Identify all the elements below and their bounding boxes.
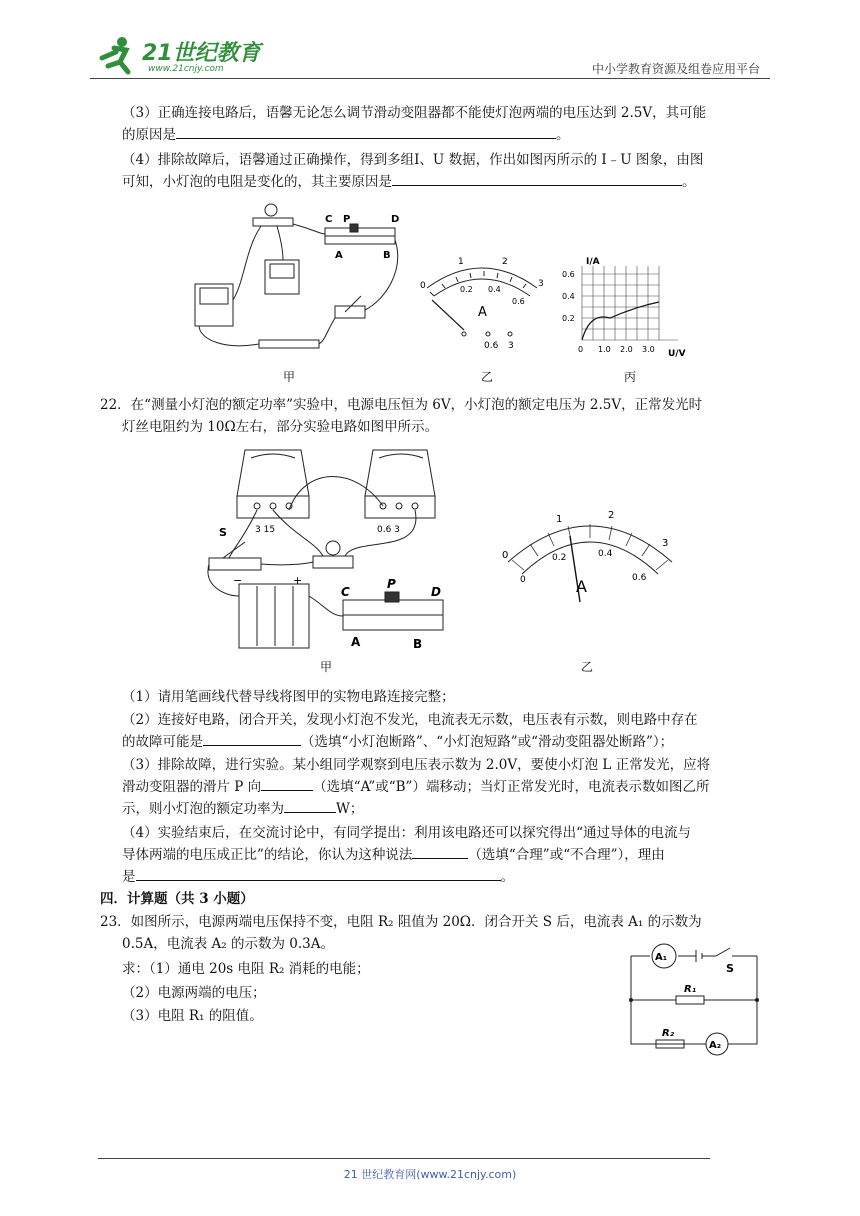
graph-xtick: 2.0	[620, 345, 633, 354]
q22-p2-line2	[122, 731, 673, 753]
meter-needle	[432, 300, 464, 330]
q21-caption-jia: 甲	[283, 370, 296, 384]
q22-p2-label: 的故障可能是	[122, 734, 203, 750]
meter-mark: 0.2	[552, 553, 567, 563]
q22-p4-line2	[122, 844, 665, 866]
meter-mark: 3	[538, 279, 544, 289]
meter-mark: 0.2	[460, 285, 473, 294]
resistor-r2-label: R₂	[662, 1028, 675, 1039]
voltmeter-terminals: 3 15	[255, 525, 276, 535]
meter-mark: 0.4	[488, 285, 501, 294]
q22-figure-jia	[205, 446, 460, 656]
period: 。	[682, 174, 696, 190]
slider-letter-d: D	[431, 585, 441, 599]
q21-figure-bing	[560, 252, 700, 360]
battery-minus: −	[233, 574, 243, 587]
q21-p3-label: 的原因是	[122, 127, 176, 143]
q23-ask2: （2）电源两端的电压；	[122, 985, 266, 1001]
q22-p3-label2: 示，则小灯泡的额定功率为	[122, 801, 284, 817]
meter-mark: 0.4	[598, 549, 613, 559]
q22-p2-line1: （2）连接好电路，闭合开关，发现小灯泡不发光，电流表无示数，电压表有示数，则电路中存在	[122, 712, 698, 728]
slider-letter-p: P	[343, 214, 351, 225]
graph-xtick: 0	[578, 345, 584, 354]
meter-mark: 2	[608, 510, 615, 521]
terminal-label: 0.6	[484, 341, 499, 351]
q22-p4-line1: （4）实验结束后，在交流讨论中，有同学提出：利用该电路还可以探究得出“通过导体的电流与	[122, 825, 691, 841]
q21-p4-label: 可知，小灯泡的电阻是变化的，其主要原因是	[122, 174, 392, 190]
q23-circuit-diagram	[626, 940, 766, 1060]
meter-unit: A	[576, 577, 587, 596]
footer-text: 21 世纪教育网(www.21cnjy.com)	[343, 1168, 517, 1181]
meter-mark: 0	[420, 281, 426, 291]
period: 。	[500, 869, 514, 885]
q22-p3-unit: W；	[336, 801, 364, 817]
battery-plus: +	[293, 574, 303, 587]
meter-mark: 0	[502, 550, 509, 561]
graph-ytick: 0.2	[562, 314, 575, 323]
q22-p3-line1: （3）排除故障，进行实验。某小组同学观察到电压表示数为 2.0V，要使小灯泡 L 正常发光，应将	[122, 757, 711, 773]
meter-mark: 1	[556, 514, 563, 525]
answer-blank[interactable]	[176, 124, 556, 139]
q22-p4-label2: 是	[122, 869, 136, 885]
meter-mark: 1	[458, 257, 464, 267]
logo-url: www.21cnjy.com	[148, 64, 224, 74]
graph-xtick: 3.0	[642, 345, 655, 354]
q22-p4-hint: （选填“合理”或“不合理”），理由	[468, 847, 665, 863]
q22-p4-label: 导体两端的电压成正比”的结论，你认为这种说法	[122, 847, 413, 863]
q22-p4-line3	[122, 866, 514, 888]
platform-name: 中小学教育资源及组卷应用平台	[591, 62, 760, 76]
q22-p3-label: 滑动变阻器的滑片 P 向	[122, 779, 262, 795]
logo-text: 21世纪教育	[142, 41, 261, 66]
graph-xlabel: U/V	[668, 349, 686, 359]
answer-blank[interactable]	[284, 798, 336, 813]
meter-mark: 2	[502, 257, 508, 267]
slider-letter-a: A	[335, 250, 343, 261]
q22-p2-hint: （选填“小灯泡断路”、“小灯泡短路”或“滑动变阻器处断路”）；	[301, 734, 674, 750]
slider-letter-p: P	[387, 577, 396, 591]
slider-letter-a: A	[351, 635, 361, 649]
switch-label: S	[726, 962, 734, 975]
meter-mark: 0.6	[632, 573, 647, 583]
answer-blank[interactable]	[203, 731, 301, 746]
q22-stem-line2: 灯丝电阻约为 10Ω左右，部分实验电路如图甲所示。	[122, 419, 439, 435]
meter-unit: A	[478, 305, 487, 320]
q21-p3-line2	[122, 124, 570, 146]
q21-figure-jia	[185, 200, 415, 360]
resistor-r1-label: R₁	[684, 984, 697, 995]
answer-blank[interactable]	[392, 171, 682, 186]
slider-letter-d: D	[391, 214, 400, 225]
q22-figure-yi	[500, 500, 685, 615]
header	[90, 30, 770, 80]
terminal-label: 3	[508, 341, 514, 351]
q22-stem-line1: 22．在“测量小灯泡的额定功率”实验中，电源电压恒为 6V，小灯泡的额定电压为 2.5V，正常发光时	[100, 397, 703, 413]
header-rule	[90, 78, 770, 79]
slider-letter-c: C	[341, 585, 350, 599]
q21-p3-line1: （3）正确连接电路后，语馨无论怎么调节滑动变阻器都不能使灯泡两端的电压达到 2.5V，其可能	[122, 105, 707, 121]
slider-letter-c: C	[325, 214, 333, 225]
q21-p4-line1: （4）排除故障后，语馨通过正确操作，得到多组I、U 数据，作出如图丙所示的 I﹣U 图象，由图	[122, 152, 704, 168]
q22-p3-line3	[122, 798, 363, 820]
graph-ytick: 0.4	[562, 292, 575, 301]
ammeter-terminals: 0.6 3	[377, 525, 400, 535]
q22-caption-yi: 乙	[581, 660, 594, 674]
q21-p4-line2	[122, 171, 696, 193]
footer-rule	[98, 1158, 710, 1159]
ammeter-a1-label: A₁	[655, 952, 668, 963]
q21-caption-bing: 丙	[624, 370, 637, 384]
q21-caption-yi: 乙	[481, 370, 494, 384]
meter-mark: 3	[662, 538, 669, 549]
q23-stem-line2: 0.5A，电流表 A₂ 的示数为 0.3A。	[122, 936, 334, 952]
q23-ask3: （3）电阻 R₁ 的阻值。	[122, 1008, 263, 1024]
q21-figure-yi	[412, 248, 552, 358]
switch-label: S	[219, 526, 227, 539]
answer-blank[interactable]	[136, 866, 501, 881]
q23-ask1: 求：（1）通电 20s 电阻 R₂ 消耗的电能；	[122, 961, 370, 977]
slider-letter-b: B	[413, 637, 423, 651]
meter-mark: 0	[520, 575, 526, 585]
meter-mark: 0.6	[512, 297, 525, 306]
q22-p3-line2	[122, 776, 709, 798]
section-heading: 四．计算题（共 3 小题）	[100, 891, 254, 907]
graph-ytick: 0.6	[562, 270, 575, 279]
q22-p3-hint: （选填“A”或“B”）端移动；当灯正常发光时，电流表示数如图乙所	[313, 779, 710, 795]
q22-p1: （1）请用笔画线代替导线将图甲的实物电路连接完整；	[122, 689, 455, 705]
graph-xtick: 1.0	[598, 345, 611, 354]
answer-blank[interactable]	[261, 776, 313, 791]
answer-blank[interactable]	[412, 844, 468, 859]
period: 。	[556, 127, 570, 143]
graph-ylabel: I/A	[586, 257, 600, 267]
slider-letter-b: B	[383, 250, 391, 261]
q22-caption-jia: 甲	[320, 660, 333, 674]
iu-curve	[582, 302, 659, 340]
ammeter-a2-label: A₂	[709, 1040, 722, 1051]
logo-runner-icon	[92, 36, 142, 76]
q23-stem-line1: 23．如图所示，电源两端电压保持不变，电阻 R₂ 阻值为 20Ω．闭合开关 S 后，电流表 A₁ 的示数为	[100, 914, 702, 930]
